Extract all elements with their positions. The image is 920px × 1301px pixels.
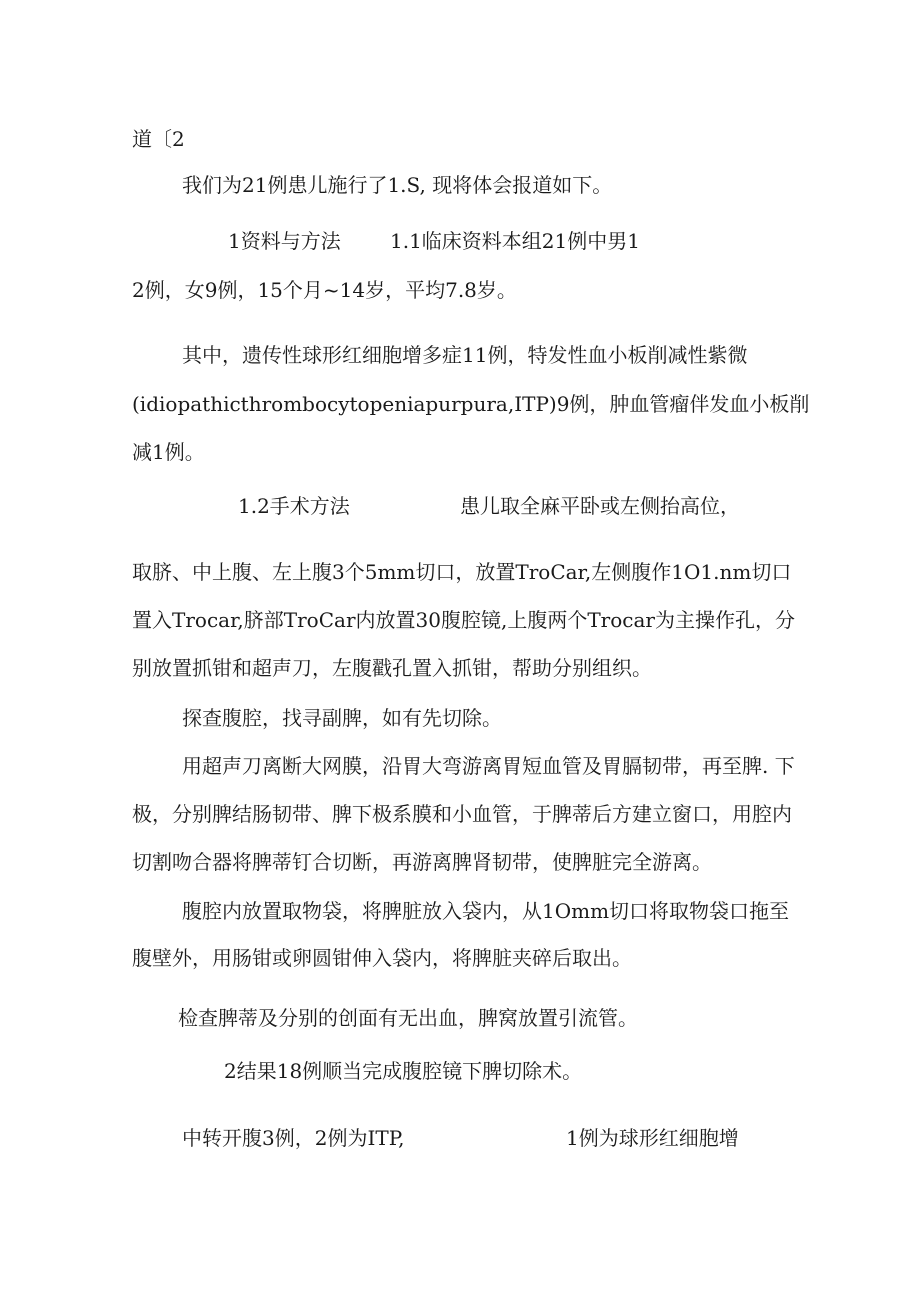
text-line-17: 切割吻合器将脾蒂钉合切断，再游离脾肾韧带，使脾脏完全游离。 bbox=[132, 850, 712, 874]
text-line-8: 减1例。 bbox=[132, 440, 205, 464]
text-line-15: 用超声刀离断大网膜，沿胃大弯游离胃短血管及胃膈韧带，再至脾. 下 bbox=[182, 754, 795, 778]
text-line-12: 置入Trocar,脐部TroCar内放置30腹腔镜,上腹两个Trocar为主操作孔，分 bbox=[132, 608, 795, 632]
text-line-1: 道〔2 bbox=[132, 127, 185, 151]
text-line-6: 其中，遗传性球形红细胞增多症11例，特发性血小板削减性紫微 bbox=[182, 343, 748, 367]
text-line-10: 患儿取全麻平卧或左侧抬高位， bbox=[460, 494, 740, 518]
text-line-14: 探查腹腔，找寻副脾，如有先切除。 bbox=[182, 706, 502, 730]
text-line-7: (idiopathicthrombocytopeniapurpura,ITP)9例，肿血管瘤伴发血小板削 bbox=[132, 392, 810, 416]
text-line-11: 取脐、中上腹、左上腹3个5mm切口，放置TroCar,左侧腹作1O1.nm切口 bbox=[132, 560, 792, 584]
text-line-22: 中转开腹3例，2例为ITP, bbox=[182, 1126, 405, 1150]
section-heading-results: 2结果18例顺当完成腹腔镜下脾切除术。 bbox=[224, 1059, 583, 1083]
subsection-heading-surgery: 1.2手术方法 bbox=[238, 494, 350, 518]
section-heading-methods: 1资料与方法 bbox=[228, 229, 341, 253]
text-line-16: 极，分别脾结肠韧带、脾下极系膜和小血管，于脾蒂后方建立窗口，用腔内 bbox=[132, 802, 792, 826]
text-line-13: 别放置抓钳和超声刀，左腹戳孔置入抓钳，帮助分别组织。 bbox=[132, 656, 652, 680]
subsection-heading-clinical: 1.1临床资料本组21例中男1 bbox=[390, 229, 640, 253]
text-line-5: 2例，女9例，15个月~14岁，平均7.8岁。 bbox=[132, 278, 517, 302]
text-line-23: 1例为球形红细胞增 bbox=[566, 1126, 739, 1150]
text-line-18: 腹腔内放置取物袋，将脾脏放入袋内，从1Omm切口将取物袋口拖至 bbox=[182, 899, 790, 923]
text-line-20: 检查脾蒂及分别的创面有无出血，脾窝放置引流管。 bbox=[178, 1006, 638, 1030]
text-line-2: 我们为21例患儿施行了1.S, 现将体会报道如下。 bbox=[182, 173, 613, 197]
text-line-19: 腹壁外，用肠钳或卵圆钳伸入袋内，将脾脏夹碎后取出。 bbox=[132, 946, 632, 970]
